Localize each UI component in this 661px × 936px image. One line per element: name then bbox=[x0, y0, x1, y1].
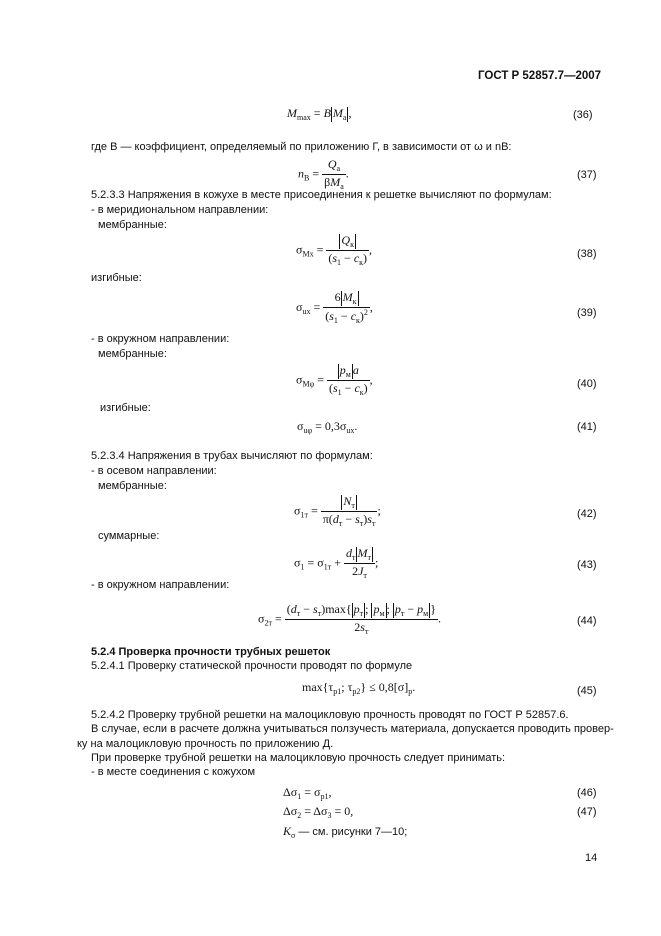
equation-41: $\sigma_{u\varphi} = 0,3\sigma_{uх}$. bbox=[297, 419, 358, 435]
section-524-p4: При проверке трубной решетки на малоцикловую прочность следует принимать: bbox=[91, 752, 506, 764]
equation-36: $M_{max} = B$ $M_a$ , bbox=[287, 106, 352, 122]
page-number: 14 bbox=[585, 852, 598, 864]
section-524-p3b: ку на малоцикловую прочность по приложению Д. bbox=[77, 738, 334, 750]
equation-number-46: (46) bbox=[577, 787, 597, 799]
section-524-title: 5.2.4 Проверка прочности трубных решеток bbox=[91, 646, 331, 658]
equation-44: $\sigma_{2т}$ = $\frac{(d_т - s_т)\max\{ p_т ; p_м ; p_т - p_м \}}{2s_т}$ . bbox=[258, 602, 441, 637]
equation-number-42: (42) bbox=[577, 508, 597, 520]
section-524-p5: - в месте соединения с кожухом bbox=[91, 766, 256, 778]
paragraph-where-b: где B — коэффициент, определяемый по приложению Г, в зависимости от ω и nB: bbox=[91, 141, 512, 153]
equation-number-41: (41) bbox=[577, 421, 597, 433]
section-524-p2: 5.2.4.2 Проверку трубной решетки на малоцикловую прочность проводят по ГОСТ Р 52857.6. bbox=[91, 709, 569, 721]
equation-number-47: (47) bbox=[577, 806, 597, 818]
section-5233-bending-label-2: изгибные: bbox=[100, 402, 151, 414]
section-5233-membrane-label: мембранные: bbox=[98, 219, 167, 231]
section-5234-axial: - в осевом направлении: bbox=[91, 465, 217, 477]
equation-number-39: (39) bbox=[577, 307, 597, 319]
section-5233-meridional: - в меридиональном направлении: bbox=[91, 204, 269, 216]
section-5234-circumferential: - в окружном направлении: bbox=[91, 579, 230, 591]
equation-40: $\sigma_{M\varphi}$ = $\frac{p_м a}{(s_1 - c_к)}$ , bbox=[296, 363, 373, 398]
section-5234-intro: 5.2.3.4 Напряжения в трубах вычисляют по формулам: bbox=[91, 450, 373, 462]
section-5233-bending-label: изгибные: bbox=[91, 272, 142, 284]
section-524-p3a: В случае, если в расчете должна учитываться ползучесть материала, допускается проводить провер- bbox=[91, 723, 614, 735]
equation-42: $\sigma_{1т}$ = $\frac{N_т}{\pi(d_т - s_т)s_т}$ ; bbox=[294, 494, 381, 529]
equation-number-38: (38) bbox=[577, 248, 597, 260]
section-5233-membrane-label-2: мембранные: bbox=[98, 348, 167, 360]
equation-39: $\sigma_{uх}$ = $\frac{6 M_к}{(s_1 - c_к)^2}$ , bbox=[296, 290, 373, 326]
section-5234-membrane-label: мембранные: bbox=[98, 480, 167, 492]
equation-46: $\Delta\sigma_1 = \sigma_{p1}$, bbox=[283, 785, 332, 801]
equation-number-45: (45) bbox=[577, 685, 597, 697]
equation-number-37: (37) bbox=[577, 169, 597, 181]
document-code: ГОСТ Р 52857.7—2007 bbox=[478, 70, 602, 82]
section-5234-total-label: суммарные: bbox=[98, 530, 160, 542]
equation-number-36: (36) bbox=[573, 109, 593, 121]
equation-38: $\sigma_{Mx}$ = $\frac{Q_к}{(s_1 - c_к)}$ , bbox=[296, 233, 373, 268]
equation-37: $n_B$ = $\frac{Q_a}{\beta M_a}$ . bbox=[298, 157, 349, 191]
equation-47: $\Delta\sigma_2 = \Delta\sigma_3 = 0$, bbox=[283, 804, 354, 820]
equation-number-40: (40) bbox=[577, 378, 597, 390]
equation-number-43: (43) bbox=[577, 559, 597, 571]
equation-45: $\max\{\tau_{p1}$; $\tau_{p2}\} \le 0,8[\sigma]_p$. bbox=[302, 680, 416, 696]
k-sigma-line: $K_\sigma$ — см. рисунки 7—10; bbox=[283, 824, 408, 840]
equation-43: $\sigma_1 = \sigma_{1т}$ + $\frac{d_т M_т}{2J_т}$ ; bbox=[294, 546, 379, 581]
section-5233-circumferential: - в окружном направлении: bbox=[91, 333, 230, 345]
section-5233-intro: 5.2.3.3 Напряжения в кожухе в месте присоединения к решетке вычисляют по формулам: bbox=[91, 189, 552, 201]
section-524-p1: 5.2.4.1 Проверку статической прочности проводят по формуле bbox=[91, 660, 413, 672]
equation-number-44: (44) bbox=[577, 615, 597, 627]
